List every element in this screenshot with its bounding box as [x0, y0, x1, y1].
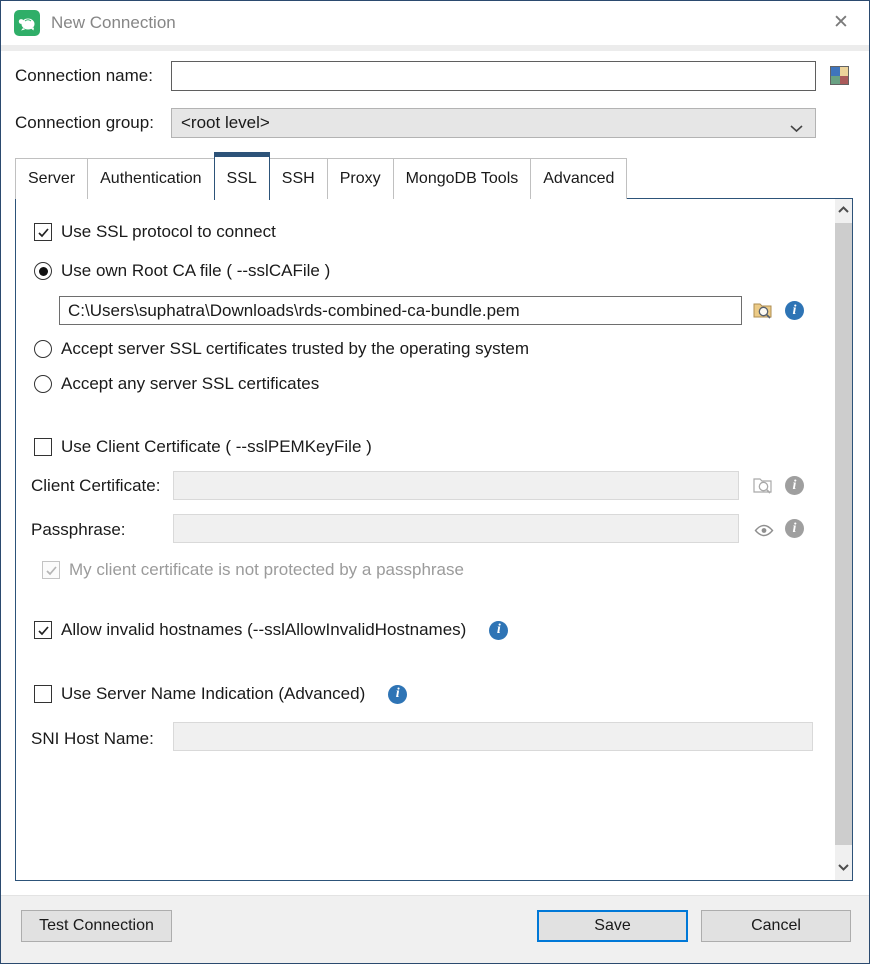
- turtle-icon: [17, 13, 37, 33]
- allow-invalid-hostnames-label: Allow invalid hostnames (--sslAllowInvalidHostnames): [61, 620, 467, 639]
- sni-host-name-label: SNI Host Name:: [31, 729, 154, 748]
- checkbox-checked-icon: [34, 223, 52, 241]
- tab-bar: [15, 152, 627, 199]
- radio-unselected-icon: [34, 340, 52, 358]
- close-icon[interactable]: ✕: [833, 12, 849, 33]
- allow-invalid-info-icon[interactable]: i: [489, 621, 508, 640]
- radio-unselected-icon: [34, 375, 52, 393]
- show-passphrase-eye-icon-disabled: [753, 520, 774, 541]
- save-button[interactable]: Save: [537, 910, 688, 942]
- color-picker-icon[interactable]: [830, 66, 849, 85]
- checkbox-unchecked-icon: [34, 438, 52, 456]
- tab-mongodb-tools[interactable]: MongoDB Tools: [393, 158, 532, 199]
- scroll-down-icon[interactable]: [835, 859, 852, 876]
- picker-swatch-blue: [831, 67, 840, 76]
- root-ca-label: Use own Root CA file ( --sslCAFile ): [61, 261, 331, 280]
- use-client-cert-label: Use Client Certificate ( --sslPEMKeyFile ): [61, 437, 372, 456]
- sni-info-icon[interactable]: i: [388, 685, 407, 704]
- no-passphrase-label: My client certificate is not protected by a passphrase: [69, 560, 464, 579]
- connection-name-label: Connection name:: [15, 66, 153, 85]
- checkbox-unchecked-icon: [34, 685, 52, 703]
- title-bar: [1, 1, 869, 45]
- ca-file-path-input[interactable]: [59, 296, 742, 325]
- tab-ssh[interactable]: SSH: [269, 158, 328, 199]
- tab-proxy[interactable]: Proxy: [327, 158, 394, 199]
- cancel-button[interactable]: Cancel: [701, 910, 851, 942]
- vertical-scrollbar[interactable]: [835, 199, 852, 880]
- tab-authentication[interactable]: Authentication: [87, 158, 214, 199]
- radio-selected-icon: [34, 262, 52, 280]
- no-passphrase-checkbox-row: [42, 560, 464, 580]
- footer-bar: [1, 895, 869, 964]
- ca-file-info-icon[interactable]: i: [785, 301, 804, 320]
- accept-os-label: Accept server SSL certificates trusted by the operating system: [61, 339, 530, 358]
- allow-invalid-hostnames-checkbox-row[interactable]: [34, 620, 508, 640]
- browse-client-cert-icon-disabled: [752, 475, 773, 496]
- connection-name-input[interactable]: [171, 61, 816, 91]
- robomongo-app-icon: [14, 10, 40, 36]
- client-cert-label: Client Certificate:: [31, 476, 161, 495]
- scrollbar-thumb[interactable]: [835, 223, 852, 845]
- passphrase-label: Passphrase:: [31, 520, 126, 539]
- chevron-down-icon: [790, 118, 803, 138]
- connection-group-select[interactable]: [171, 108, 816, 138]
- picker-swatch-green: [831, 76, 840, 85]
- test-connection-button[interactable]: Test Connection: [21, 910, 172, 942]
- use-sni-label: Use Server Name Indication (Advanced): [61, 684, 366, 703]
- connection-group-value: <root level>: [181, 113, 270, 132]
- browse-file-icon[interactable]: [752, 300, 773, 321]
- use-sni-checkbox-row[interactable]: [34, 684, 407, 704]
- use-client-cert-checkbox-row[interactable]: [34, 437, 372, 457]
- client-cert-info-icon-disabled: i: [785, 476, 804, 495]
- ssl-tab-panel: [15, 198, 853, 881]
- client-cert-input: [173, 471, 739, 500]
- window-title: New Connection: [51, 13, 176, 32]
- use-ssl-label: Use SSL protocol to connect: [61, 222, 276, 241]
- tab-advanced[interactable]: Advanced: [530, 158, 627, 199]
- accept-any-radio-row[interactable]: [34, 374, 319, 394]
- tab-ssl[interactable]: SSL: [214, 152, 270, 200]
- picker-swatch-maroon: [840, 76, 849, 85]
- connection-group-label: Connection group:: [15, 113, 154, 132]
- accept-any-label: Accept any server SSL certificates: [61, 374, 320, 393]
- root-ca-radio-row[interactable]: [34, 261, 330, 281]
- scroll-up-icon[interactable]: [835, 201, 852, 218]
- passphrase-info-icon-disabled: i: [785, 519, 804, 538]
- use-ssl-checkbox-row[interactable]: [34, 222, 276, 242]
- tab-server[interactable]: Server: [15, 158, 88, 199]
- passphrase-input: [173, 514, 739, 543]
- picker-swatch-tan: [840, 67, 849, 76]
- checkbox-checked-icon: [34, 621, 52, 639]
- accept-os-radio-row[interactable]: [34, 339, 529, 359]
- checkbox-checked-disabled-icon: [42, 561, 60, 579]
- sni-host-name-input: [173, 722, 813, 751]
- titlebar-separator: [1, 45, 869, 51]
